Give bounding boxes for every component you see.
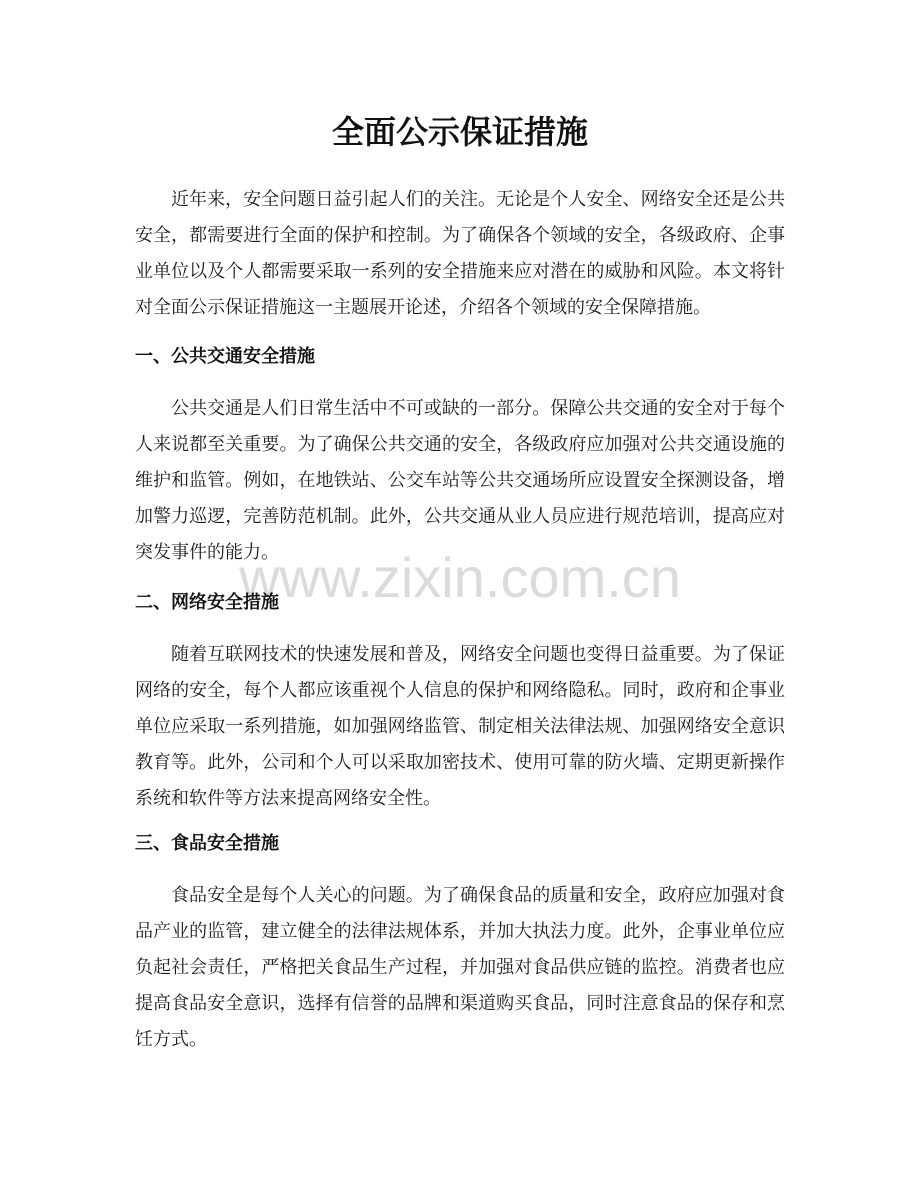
paragraph-line: 教育等。此外，公司和个人可以采取加密技术、使用可靠的防火墙、定期更新操作	[135, 752, 785, 773]
paragraph-line: 人来说都至关重要。为了确保公共交通的安全，各级政府应加强对公共交通设施的	[135, 434, 785, 455]
paragraph-line: 加警力巡逻，完善防范机制。此外，公共交通从业人员应进行规范培训，提高应对	[135, 506, 785, 527]
section-food-safety-paragraph	[135, 878, 785, 1058]
paragraph-line: 随着互联网技术的快速发展和普及，网络安全问题也变得日益重要。为了保证	[171, 644, 785, 665]
paragraph-line: 单位应采取一系列措施，如加强网络监管、制定相关法律法规、加强网络安全意识	[135, 716, 785, 737]
paragraph-line: 饪方式。	[135, 1029, 207, 1050]
section-food-safety	[135, 826, 785, 862]
section-public-transport	[135, 339, 785, 375]
paragraph-line: 对全面公示保证措施这一主题展开论述，介绍各个领域的安全保障措施。	[135, 297, 711, 318]
paragraph-line: 公共交通是人们日常生活中不可或缺的一部分。保障公共交通的安全对于每个	[171, 398, 785, 419]
intro-paragraph	[135, 182, 785, 326]
paragraph-line: 突发事件的能力。	[135, 542, 279, 563]
section-heading: 一、公共交通安全措施	[135, 346, 315, 367]
section-public-transport-paragraph	[135, 391, 785, 571]
section-network-security-paragraph	[135, 637, 785, 817]
paragraph-line: 提高食品安全意识，选择有信誉的品牌和渠道购买食品，同时注意食品的保存和烹	[135, 993, 785, 1014]
section-heading: 二、网络安全措施	[135, 592, 279, 613]
watermark: www.zixin.com.cn	[239, 546, 681, 609]
section-network-security	[135, 585, 785, 621]
paragraph-line: 食品安全是每个人关心的问题。为了确保食品的质量和安全，政府应加强对食	[171, 885, 785, 906]
paragraph-line: 系统和软件等方法来提高网络安全性。	[135, 788, 441, 809]
paragraph-line: 网络的安全，每个人都应该重视个人信息的保护和网络隐私。同时，政府和企事业	[135, 680, 785, 701]
paragraph-line: 安全，都需要进行全面的保护和控制。为了确保各个领域的安全，各级政府、企事	[135, 225, 785, 246]
paragraph-line: 品产业的监管，建立健全的法律法规体系，并加大执法力度。此外，企事业单位应	[135, 921, 785, 942]
paragraph-line: 维护和监管。例如，在地铁站、公交车站等公共交通场所应设置安全探测设备，增	[135, 470, 785, 491]
paragraph-line: 负起社会责任，严格把关食品生产过程，并加强对食品供应链的监控。消费者也应	[135, 957, 785, 978]
paragraph-line: 近年来，安全问题日益引起人们的关注。无论是个人安全、网络安全还是公共	[171, 189, 785, 210]
section-heading: 三、食品安全措施	[135, 833, 279, 854]
document-title: 全面公示保证措施	[331, 113, 588, 151]
paragraph-line: 业单位以及个人都需要采取一系列的安全措施来应对潜在的威胁和风险。本文将针	[135, 261, 785, 282]
